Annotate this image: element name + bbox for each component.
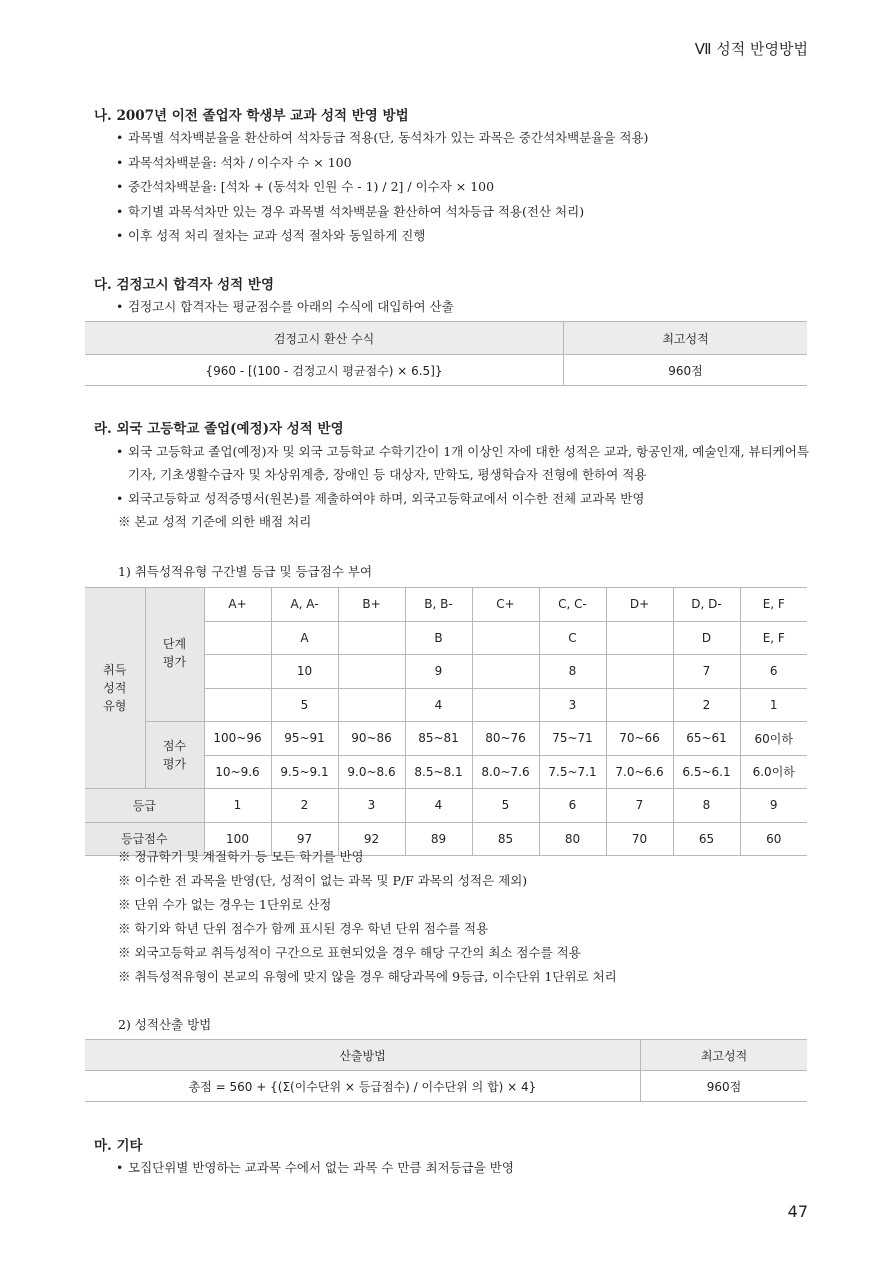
grade-score-cell: 97 xyxy=(271,822,338,856)
list-item: • 이후 성적 처리 절차는 교과 성적 절차와 동일하게 진행 xyxy=(116,224,816,249)
grade-score-cell: 100 xyxy=(204,822,271,856)
list-item: • 과목별 석차백분율을 환산하여 석차등급 적용(단, 동석차가 있는 과목은 중간석차백분율을 적용) xyxy=(116,126,816,151)
table-cell: 8.5~8.1 xyxy=(405,755,472,789)
table-cell: C xyxy=(539,621,606,655)
table-cell: 9 xyxy=(405,655,472,689)
table-header-max: 최고성적 xyxy=(564,322,808,355)
note-item: ※ 본교 성적 기준에 의한 배점 처리 xyxy=(118,514,312,529)
grade-cell: 9 xyxy=(740,789,807,823)
table-cell: 9.0~8.6 xyxy=(338,755,405,789)
section-na-bullets xyxy=(116,126,816,249)
page-number: 47 xyxy=(787,1202,808,1221)
table-cell: 10 xyxy=(271,655,338,689)
grade-score-cell: 80 xyxy=(539,822,606,856)
table-cell: 7.0~6.6 xyxy=(606,755,673,789)
table-cell: 75~71 xyxy=(539,722,606,756)
letter-grade: B, B- xyxy=(405,588,472,622)
table-cell: 7.5~7.1 xyxy=(539,755,606,789)
grade-conversion-table xyxy=(85,587,807,856)
ged-formula-table xyxy=(85,321,807,386)
letter-grade: A+ xyxy=(204,588,271,622)
table-cell: 10~9.6 xyxy=(204,755,271,789)
grade-cell: 5 xyxy=(472,789,539,823)
grade-cell: 3 xyxy=(338,789,405,823)
running-header: Ⅶ 성적 반영방법 xyxy=(694,40,808,58)
grade-score-cell: 70 xyxy=(606,822,673,856)
note-item: ※ 학기와 학년 단위 점수가 함께 표시된 경우 학년 단위 점수를 적용 xyxy=(118,921,489,936)
letter-grade: E, F xyxy=(740,588,807,622)
table-header-max: 최고성적 xyxy=(641,1040,808,1071)
note-item: ※ 정규학기 및 계절학기 등 모든 학기를 반영 xyxy=(118,849,364,864)
table-cell: 65~61 xyxy=(673,722,740,756)
section-ra-note xyxy=(118,510,311,534)
table-cell xyxy=(204,655,271,689)
list-item: • 외국 고등학교 졸업(예정)자 및 외국 고등학교 수학기간이 1개 이상인 자에 대한 성적은 교과, 항공인재, 예술인재, 뷰티케어특기자, 기초생활수급자 및 차상위계층, 장애인 등 대상자, 만학도, 평생학습자 전형에 한하여 적용 xyxy=(116,440,810,486)
table-cell xyxy=(204,688,271,722)
score-label: 점수 평가 xyxy=(145,722,204,789)
grade-score-label: 등급점수 xyxy=(85,822,204,856)
letter-grade: A, A- xyxy=(271,588,338,622)
table-cell xyxy=(606,688,673,722)
table-cell: 100~96 xyxy=(204,722,271,756)
calc-max-score: 960점 xyxy=(641,1071,808,1102)
table-cell xyxy=(204,621,271,655)
table-cell: B xyxy=(405,621,472,655)
table-header-method: 산출방법 xyxy=(85,1040,641,1071)
letter-grade: D, D- xyxy=(673,588,740,622)
table-cell xyxy=(338,655,405,689)
table-cell: 1 xyxy=(740,688,807,722)
table-cell xyxy=(338,688,405,722)
table-cell xyxy=(606,655,673,689)
table-cell: 4 xyxy=(405,688,472,722)
table-cell: 60이하 xyxy=(740,722,807,756)
list-item: • 학기별 과목석차만 있는 경우 과목별 석차백분율 환산하여 석차등급 적용(전산 처리) xyxy=(116,200,816,225)
grade-cell: 1 xyxy=(204,789,271,823)
table-cell: 9.5~9.1 xyxy=(271,755,338,789)
grade-score-cell: 65 xyxy=(673,822,740,856)
table-cell: 5 xyxy=(271,688,338,722)
table-cell: 3 xyxy=(539,688,606,722)
letter-grade: B+ xyxy=(338,588,405,622)
section-da-title: 다. 검정고시 합격자 성적 반영 xyxy=(94,277,274,293)
section-na-title: 나. 2007년 이전 졸업자 학생부 교과 성적 반영 방법 xyxy=(94,108,409,124)
section-ma-bullets xyxy=(116,1156,816,1181)
table-cell: 90~86 xyxy=(338,722,405,756)
list-item: • 중간석차백분율: [석차 + (동석차 인원 수 - 1) / 2] / 이수자 × 100 xyxy=(116,175,816,200)
grade-cell: 8 xyxy=(673,789,740,823)
table-cell: 95~91 xyxy=(271,722,338,756)
table-cell: E, F xyxy=(740,621,807,655)
note-item: ※ 외국고등학교 취득성적이 구간으로 표현되었을 경우 해당 구간의 최소 점수를 적용 xyxy=(118,945,581,960)
list-item: • 과목석차백분율: 석차 / 이수자 수 × 100 xyxy=(116,151,816,176)
stage-label: 단계 평가 xyxy=(145,621,204,722)
ged-max-score: 960점 xyxy=(564,355,808,386)
grade-cell: 6 xyxy=(539,789,606,823)
table-cell: 6.0이하 xyxy=(740,755,807,789)
grade-cell: 7 xyxy=(606,789,673,823)
list-item: • 외국고등학교 성적증명서(원본)를 제출하여야 하며, 외국고등학교에서 이수한 전체 교과목 반영 xyxy=(116,486,810,512)
note-item: ※ 단위 수가 없는 경우는 1단위로 산정 xyxy=(118,897,332,912)
table-cell: 8 xyxy=(539,655,606,689)
table-header-formula: 검정고시 환산 수식 xyxy=(85,322,564,355)
table-cell xyxy=(472,688,539,722)
grade-score-cell: 60 xyxy=(740,822,807,856)
table-cell xyxy=(472,655,539,689)
grade-score-cell: 85 xyxy=(472,822,539,856)
list-item: • 검정고시 합격자는 평균점수를 아래의 수식에 대입하여 산출 xyxy=(116,295,816,320)
grade-cell: 2 xyxy=(271,789,338,823)
section-ra-bullets xyxy=(116,440,810,512)
table-cell xyxy=(606,621,673,655)
table-cell xyxy=(472,621,539,655)
table-cell: 8.0~7.6 xyxy=(472,755,539,789)
table-cell xyxy=(338,621,405,655)
table-cell: 2 xyxy=(673,688,740,722)
table-cell: 70~66 xyxy=(606,722,673,756)
blank-cell xyxy=(145,588,204,622)
ged-formula: {960 - [(100 - 검정고시 평균점수) × 6.5]} xyxy=(85,355,564,386)
note-item: ※ 취득성적유형이 본교의 유형에 맞지 않을 경우 해당과목에 9등급, 이수단위 1단위로 처리 xyxy=(118,969,617,984)
section-ma-title: 마. 기타 xyxy=(94,1138,143,1154)
list-item: • 모집단위별 반영하는 교과목 수에서 없는 과목 수 만큼 최저등급을 반영 xyxy=(116,1156,816,1181)
table-cell: 7 xyxy=(673,655,740,689)
subsection-2-title: 2) 성적산출 방법 xyxy=(118,1017,212,1032)
table-cell: 85~81 xyxy=(405,722,472,756)
section-ra-title: 라. 외국 고등학교 졸업(예정)자 성적 반영 xyxy=(94,421,344,437)
table-cell: A xyxy=(271,621,338,655)
note-item: ※ 이수한 전 과목을 반영(단, 성적이 없는 과목 및 P/F 과목의 성적은 제외) xyxy=(118,873,528,888)
grade-score-cell: 92 xyxy=(338,822,405,856)
grade-score-cell: 89 xyxy=(405,822,472,856)
letter-grade: C+ xyxy=(472,588,539,622)
subsection-1-title: 1) 취득성적유형 구간별 등급 및 등급점수 부여 xyxy=(118,564,373,579)
table-cell: 6.5~6.1 xyxy=(673,755,740,789)
letter-grade: C, C- xyxy=(539,588,606,622)
section-da-bullets xyxy=(116,295,816,320)
table-cell: 80~76 xyxy=(472,722,539,756)
table-cell: D xyxy=(673,621,740,655)
grade-table-notes xyxy=(118,845,617,989)
calc-formula: 총점 = 560 + {(Σ(이수단위 × 등급점수) / 이수단위 의 합) × 4} xyxy=(85,1071,641,1102)
calc-method-table xyxy=(85,1039,807,1102)
group-label: 취득 성적 유형 xyxy=(85,588,145,789)
grade-cell: 4 xyxy=(405,789,472,823)
table-cell: 6 xyxy=(740,655,807,689)
letter-grade: D+ xyxy=(606,588,673,622)
grade-label: 등급 xyxy=(85,789,204,823)
